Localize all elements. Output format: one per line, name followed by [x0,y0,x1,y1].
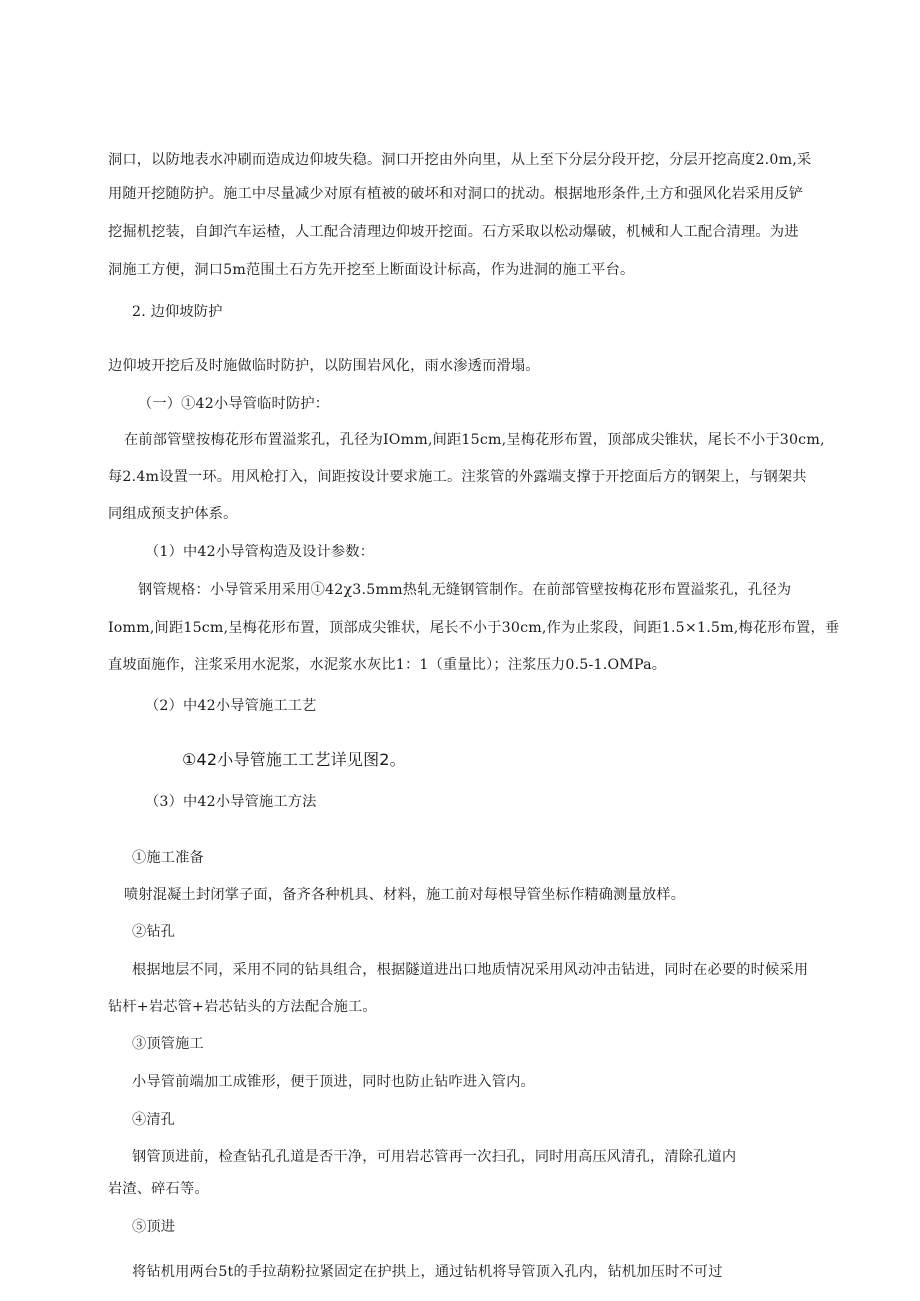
item2-heading: （2）中42小导管施工工艺 [145,698,317,714]
item1-line-2: Iomm,间距15cm,呈梅花形布置，顶部成尖锥状，尾长不小于30cm,作为止浆段，间距1.5×1.5m,梅花形布置，垂 [108,620,840,636]
sub1-line-3: 同组成预支护体系。 [108,506,238,522]
step3-heading: ③顶管施工 [132,1036,204,1052]
step1-text: 喷射混凝土封闭掌子面，备齐各种机具、材料，施工前对每根导管坐标作精确测量放样。 [124,887,686,903]
item2-text: ①42小导管施工工艺详见图2。 [182,750,406,769]
item1-heading: （1）中42小导管构造及设计参数： [145,544,375,560]
section2-paragraph: 边仰坡开挖后及时施做临时防护，以防围岩风化，雨水渗透而滑塌。 [108,358,540,374]
item3-heading: （3）中42小导管施工方法 [145,794,317,810]
intro-line-4: 洞施工方便，洞口5m范围土石方先开挖至上断面设计标高，作为进洞的施工平台。 [108,262,635,278]
step2-line-1: 根据地层不同，采用不同的钻具组合，根据隧道进出口地质情况采用风动冲击钻进，同时在必要的时候采用 [132,962,809,978]
intro-line-2: 用随开挖随防护。施工中尽量减少对原有植被的破坏和对洞口的扰动。根据地形条件,土方和强风化岩采用反铲 [108,186,804,202]
step2-heading: ②钻孔 [132,924,176,940]
item1-line-1: 钢管规格：小导管采用采用①42χ3.5mm热轧无缝钢管制作。在前部管壁按梅花形布置溢浆孔，孔径为 [138,582,792,598]
intro-line-1: 洞口，以防地表水冲刷而造成边仰坡失稳。洞口开挖由外向里，从上至下分层分段开挖，分层开挖高度2.0m,采 [108,152,812,168]
step5-heading: ⑤顶进 [132,1219,176,1235]
sub1-line-1: 在前部管壁按梅花形布置溢浆孔，孔径为IOmm,间距15cm,呈梅花形布置，顶部成尖锥状，尾长不小于30cm, [124,432,825,448]
step2-line-2: 钻杆+岩芯管+岩芯钻头的方法配合施工。 [108,999,377,1015]
step4-line-2: 岩渣、碎石等。 [108,1181,209,1197]
sub1-heading: （一）①42小导管临时防护： [138,396,330,412]
step5-text: 将钻机用两台5t的手拉葫粉拉紧固定在护拱上，通过钻机将导管顶入孔内，钻机加压时不可过 [132,1264,723,1280]
step1-heading: ①施工准备 [132,850,204,866]
sub1-line-2: 每2.4m设置一环。用风枪打入，间距按设计要求施工。注浆管的外露端支撑于开挖面后方的钢架上，与钢架共 [108,469,807,485]
step3-text: 小导管前端加工成锥形，便于顶进，同时也防止钻咋进入管内。 [132,1074,535,1090]
step4-line-1: 钢管顶进前，检查钻孔孔道是否干净，可用岩芯管再一次扫孔，同时用高压风清孔，清除孔道内 [132,1149,737,1165]
section2-heading: 2. 边仰坡防护 [132,304,223,320]
intro-line-3: 挖掘机挖装，自卸汽车运楂，人工配合清理边仰坡开挖面。石方采取以松动爆破，机械和人工配合清理。为进 [108,224,799,240]
step4-heading: ④清孔 [132,1112,176,1128]
item1-line-3: 直坡面施作，注浆采用水泥浆，水泥浆水灰比1：1（重量比）；注浆压力0.5-1.OMPa。 [108,657,667,673]
